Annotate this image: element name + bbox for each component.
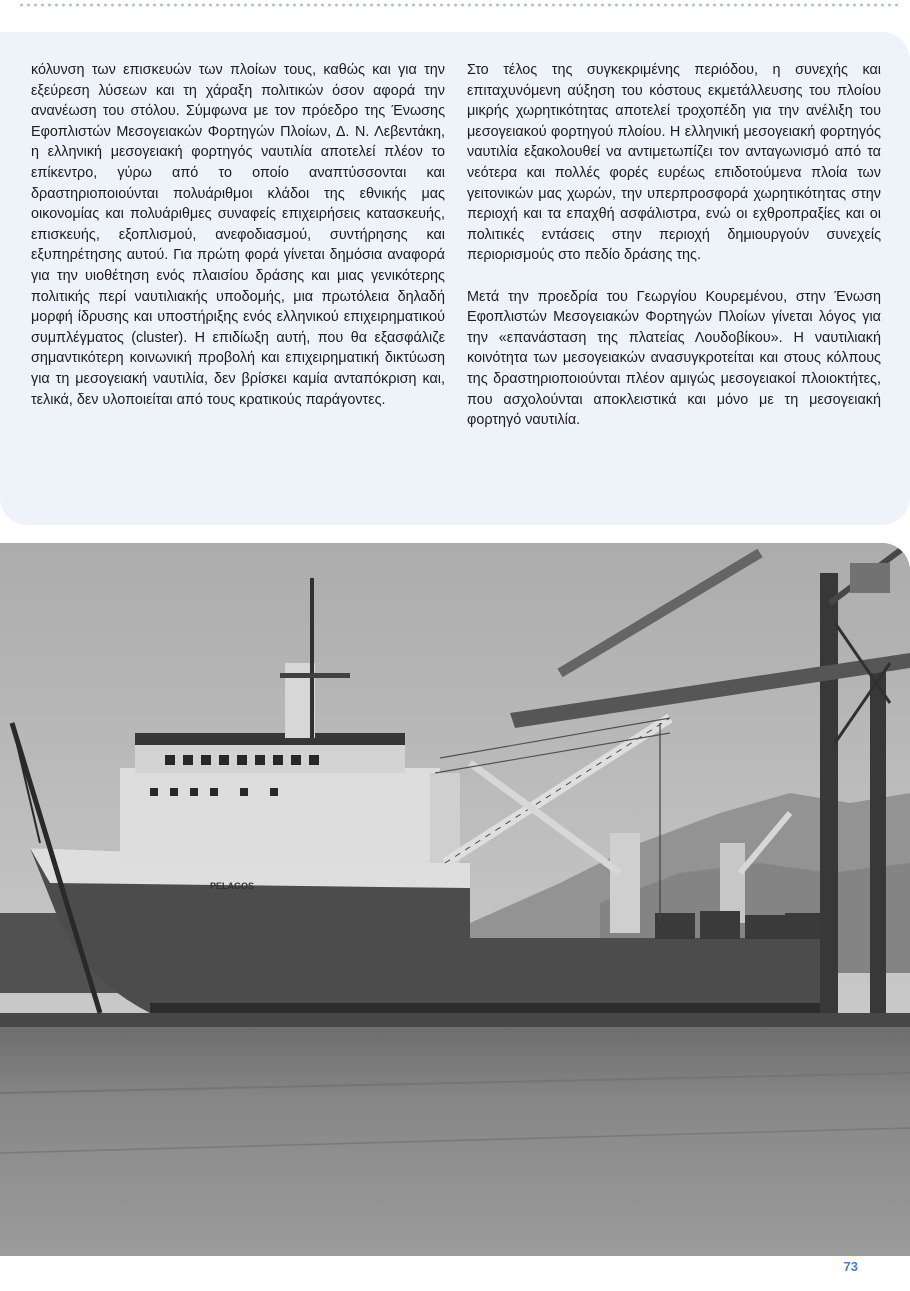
article-left-column — [31, 60, 445, 431]
article-right-column — [467, 60, 881, 451]
left-paragraph-1: κόλυνση των επισκευών των πλοίων τους, καθώς και για την εξεύρεση λύσεων και τη χάραξη πολιτικών όσον αφορά την ανανέωση του στόλου. Σύμφωνα με τον πρόεδρο της Ένωσης Εφοπλιστών Μεσογειακών Φορτηγών Πλοίων, Δ. Ν. Λεβεντάκη, η ελληνική μεσογειακή φορτηγός ναυτιλία αποτελεί πλέον το επίκεντρο, γύρω από το οποίο αναπτύσσονται και δραστηριοποιούνται πολυάριθμοι κλάδοι της εθνικής μας οικονομίας και πολυάριθμες συναφείς επιχειρήσεις κατασκευής, επισκευής, εξοπλισμού, ανεφοδιασμού, συντήρησης και εξυπηρέτησης αυτού. Για πρώτη φορά γίνεται δημόσια αναφορά για την υιοθέτηση ενός πλαισίου δράσης και μιας γενικότερης πολιτικής περί ναυτιλιακής υποδομής, μια πρωτόλεια δηλαδή μορφή ίδρυσης και υποστήριξης ενός ελληνικού επιχειρηματικού συμπλέγματος (cluster). Η επιδίωξη αυτή, που θα εξασφάλιζε σημαντικότερη κοινωνική προβολή και επιχειρηματική δικτύωση για τη μεσογειακή ναυτιλία, δεν βρίσκει καμία ανταπόκριση και, τελικά, δεν υλοποιείται από τους κρατικούς παράγοντες. — [31, 62, 445, 408]
ship-name-label: PELAGOS — [210, 881, 255, 891]
page-number: 73 — [843, 1259, 858, 1274]
right-paragraph-2: Μετά την προεδρία του Γεωργίου Κουρεμένου, στην Ένωση Εφοπλιστών Μεσογειακών Φορτηγών Πλοίων γίνεται λόγος για την «επανάσταση της πλατείας Λουδοβίκου». Η ναυτιλιακή κοινότητα των μεσογειακών ανασυγκροτείται και στους κόλπους της δραστηριοποιούνται πλέον αμιγώς μεσογειακοί πλοιοκτήτες, που ασχολούνται αποκλειστικά και μόνο με τη μεσογειακή φορτηγό ναυτιλία. — [467, 288, 881, 429]
cargo-ship-photo — [0, 543, 910, 1256]
right-paragraph-1: Στο τέλος της συγκεκριμένης περιόδου, η συνεχής και επιταχυνόμενη αύξηση του κόστους εκμετάλλευσης του πλοίου μικρής χωρητικότητας αποτελεί τροχοπέδη για την ανέλιξη του μεσογειακού φορτηγού πλοίου. Η ελληνική μεσογειακή φορτηγός ναυτιλία εξακολουθεί να αντιμετωπίζει τον ανταγωνισμό από τα νεότερα και πολλές φορές ευρέως επιδοτούμενα πλοία των γειτονικών μας χωρών, την υπερπροσφορά χωρητικότητας στην περιοχή και τα επαχθή ασφάλιστρα, ενώ οι εχθροπραξίες και οι πολιτικές εντάσεις στην περιοχή δημιουργούν συνεχείς περιορισμούς στο πεδίο δράσης της. — [467, 62, 881, 264]
decorative-dotted-rule — [18, 2, 900, 8]
